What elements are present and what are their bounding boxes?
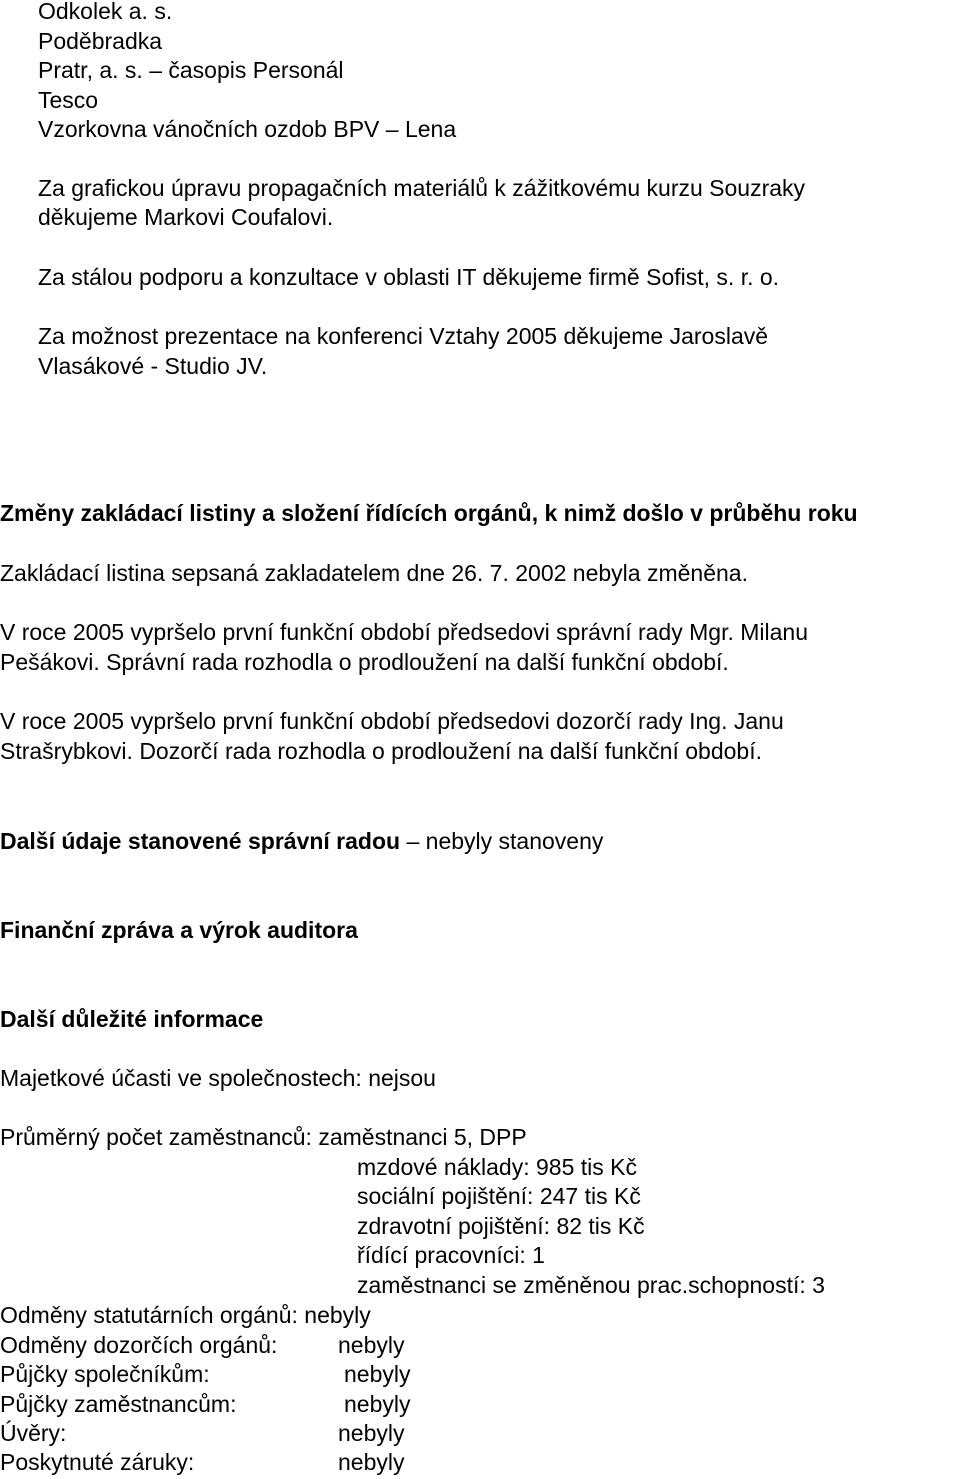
- info-value: nebyly: [338, 1420, 405, 1446]
- thanks-graphics-line1: Za grafickou úpravu propagačních materiálů k zážitkovému kurzu Souzraky: [38, 175, 806, 201]
- sponsor-item: Vzorkovna vánočních ozdob BPV – Lena: [38, 116, 457, 142]
- supervisory-line2: Strašrybkovi. Dozorčí rada rozhodla o prodloužení na další funkční období.: [0, 738, 762, 764]
- thanks-conference-line2: Vlasákové - Studio JV.: [38, 353, 268, 379]
- changes-heading: Změny zakládací listiny a složení řídících orgánů, k nimž došlo v průběhu roku: [0, 500, 858, 526]
- info-value: nebyly: [338, 1332, 405, 1358]
- important-heading: Další důležité informace: [0, 1006, 264, 1032]
- sponsor-item: Pratr, a. s. – časopis Personál: [38, 57, 344, 83]
- info-value: nebyly: [344, 1361, 411, 1387]
- charter-text: Zakládací listina sepsaná zakladatelem dne 26. 7. 2002 nebyla změněna.: [0, 560, 748, 586]
- thanks-graphics-line2: děkujeme Markovi Coufalovi.: [38, 204, 334, 230]
- supervisory-line1: V roce 2005 vypršelo první funkční období předsedovi dozorčí rady Ing. Janu: [0, 708, 784, 734]
- employee-detail: sociální pojištění: 247 tis Kč: [357, 1183, 641, 1209]
- other-data-heading: Další údaje stanovené správní radou: [0, 828, 401, 854]
- thanks-conference-line1: Za možnost prezentace na konferenci Vztahy 2005 děkujeme Jaroslavě: [38, 323, 769, 349]
- info-label: Poskytnuté záruky:: [0, 1449, 195, 1475]
- board-line2: Pešákovi. Správní rada rozhodla o prodloužení na další funkční období.: [0, 649, 729, 675]
- sponsor-item: Poděbradka: [38, 28, 163, 54]
- employee-detail: zaměstnanci se změněnou prac.schopností: 3: [357, 1272, 825, 1298]
- info-label: Úvěry:: [0, 1420, 67, 1446]
- info-row: [0, 1418, 940, 1448]
- employees-value: zaměstnanci 5, DPP: [318, 1124, 527, 1150]
- other-data-value: – nebyly stanoveny: [400, 828, 604, 854]
- employees-line: [0, 1122, 527, 1152]
- employee-detail: mzdové náklady: 985 tis Kč: [357, 1154, 637, 1180]
- employee-detail: zdravotní pojištění: 82 tis Kč: [357, 1213, 645, 1239]
- info-value: nebyly: [344, 1391, 411, 1417]
- info-label: Půjčky společníkům:: [0, 1361, 210, 1387]
- info-row: [0, 1447, 940, 1477]
- holdings-text: Majetkové účasti ve společnostech: nejsou: [0, 1065, 436, 1091]
- employee-detail: řídící pracovníci: 1: [357, 1242, 545, 1268]
- info-label: Půjčky zaměstnancům:: [0, 1391, 237, 1417]
- info-row: [0, 1359, 940, 1389]
- other-data-line: [0, 826, 603, 856]
- info-row: [0, 1389, 940, 1419]
- sponsor-item: Odkolek a. s.: [38, 0, 173, 24]
- sponsor-item: Tesco: [38, 87, 99, 113]
- thanks-it-support: Za stálou podporu a konzultace v oblasti IT děkujeme firmě Sofist, s. r. o.: [38, 264, 780, 290]
- info-label: Odměny statutárních orgánů: nebyly: [0, 1302, 371, 1328]
- board-line1: V roce 2005 vypršelo první funkční období předsedovi správní rady Mgr. Milanu: [0, 619, 808, 645]
- employees-label: Průměrný počet zaměstnanců:: [0, 1124, 319, 1150]
- info-row: [0, 1300, 940, 1330]
- info-label: Odměny dozorčích orgánů:: [0, 1332, 278, 1358]
- financial-heading: Finanční zpráva a výrok auditora: [0, 917, 358, 943]
- info-value: nebyly: [338, 1449, 405, 1475]
- info-row: [0, 1330, 940, 1360]
